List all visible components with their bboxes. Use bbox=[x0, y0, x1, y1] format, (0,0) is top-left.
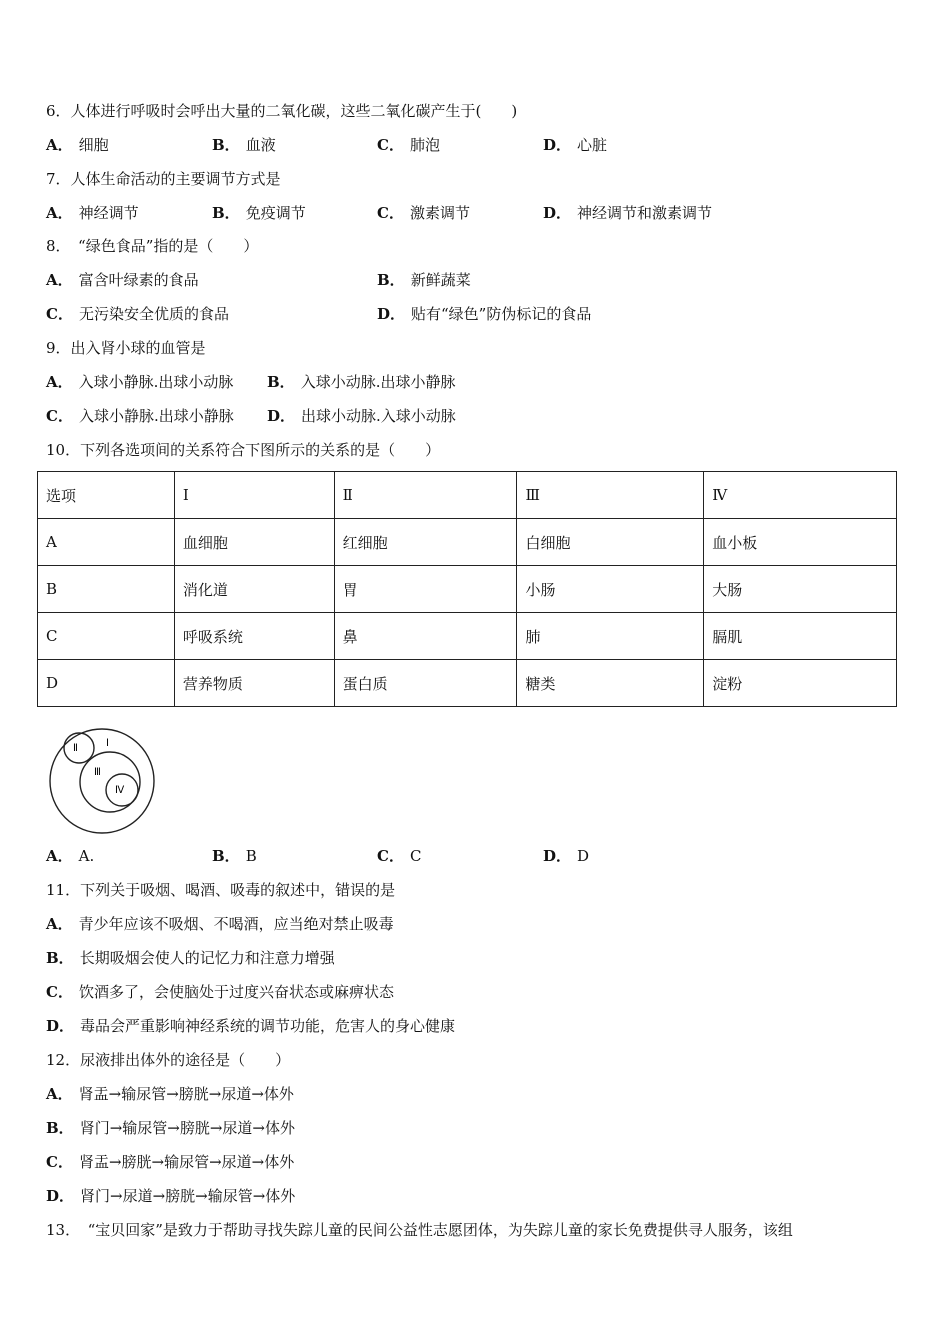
q11-option-a: A． 青少年应该不吸烟、不喝酒，应当绝对禁止吸毒 bbox=[46, 915, 394, 933]
q7-option-a: A． 神经调节 bbox=[46, 204, 139, 222]
q6-option-a: A． 细胞 bbox=[46, 136, 109, 154]
q6-option-d: D． 心脏 bbox=[543, 136, 608, 154]
venn-diagram bbox=[46, 725, 158, 837]
table-row bbox=[38, 519, 897, 566]
table-header-cell: Ⅳ bbox=[704, 472, 897, 519]
q7-option-c: C． 激素调节 bbox=[377, 204, 470, 222]
table-row bbox=[38, 613, 897, 660]
table-cell: 营养物质 bbox=[174, 660, 334, 707]
q11-option-d: D． 毒品会严重影响神经系统的调节功能，危害人的身心健康 bbox=[46, 1017, 456, 1035]
q9-option-c: C． 入球小静脉.出球小静脉 bbox=[46, 407, 234, 425]
q9-option-d: D． 出球小动脉.入球小动脉 bbox=[267, 407, 456, 425]
question-12-stem: 12．尿液排出体外的途径是（ ） bbox=[46, 1051, 291, 1069]
table-cell: 膈肌 bbox=[704, 613, 897, 660]
question-11-stem: 11．下列关于吸烟、喝酒、吸毒的叙述中，错误的是 bbox=[46, 881, 396, 899]
question-13-stem: 13． “宝贝回家”是致力于帮助寻找失踪儿童的民间公益性志愿团体，为失踪儿童的家长免费提供寻人服务，该组 bbox=[46, 1221, 793, 1239]
q8-option-b: B． 新鲜蔬菜 bbox=[377, 271, 471, 289]
q11-option-c: C． 饮酒多了，会使脑处于过度兴奋状态或麻痹状态 bbox=[46, 983, 394, 1001]
table-cell: D bbox=[38, 660, 175, 707]
table-cell: 肺 bbox=[517, 613, 704, 660]
q8-option-a: A． 富含叶绿素的食品 bbox=[46, 271, 199, 289]
q9-option-b: B． 入球小动脉.出球小静脉 bbox=[267, 373, 456, 391]
table-header-cell: Ⅲ bbox=[517, 472, 704, 519]
table-header-cell: Ⅰ bbox=[174, 472, 334, 519]
table-cell: 蛋白质 bbox=[334, 660, 517, 707]
table-cell: 淀粉 bbox=[704, 660, 897, 707]
table-cell: A bbox=[38, 519, 175, 566]
q12-option-c: C． 肾盂→膀胱→输尿管→尿道→体外 bbox=[46, 1153, 295, 1171]
q8-option-c: C． 无污染安全优质的食品 bbox=[46, 305, 229, 323]
table-cell: 大肠 bbox=[704, 566, 897, 613]
q10-option-a: A． A. bbox=[46, 847, 95, 865]
question-6-stem: 6．人体进行呼吸时会呼出大量的二氧化碳，这些二氧化碳产生于( ) bbox=[46, 102, 518, 120]
q6-option-b: B． 血液 bbox=[212, 136, 276, 154]
table-row bbox=[38, 660, 897, 707]
venn-circle-outer bbox=[50, 729, 154, 833]
venn-label-1: Ⅰ bbox=[106, 738, 109, 749]
q9-option-a: A． 入球小静脉.出球小动脉 bbox=[46, 373, 234, 391]
table-cell: 红细胞 bbox=[334, 519, 517, 566]
table-cell: 鼻 bbox=[334, 613, 517, 660]
q8-option-d: D． 贴有“绿色”防伪标记的食品 bbox=[377, 305, 592, 323]
table-cell: 糖类 bbox=[517, 660, 704, 707]
table-cell: 胃 bbox=[334, 566, 517, 613]
q10-option-d: D． D bbox=[543, 847, 590, 865]
question-10-stem: 10．下列各选项间的关系符合下图所示的关系的是（ ） bbox=[46, 441, 441, 459]
q12-option-a: A． 肾盂→输尿管→膀胱→尿道→体外 bbox=[46, 1085, 294, 1103]
q12-option-d: D． 肾门→尿道→膀胱→输尿管→体外 bbox=[46, 1187, 296, 1205]
q11-option-b: B． 长期吸烟会使人的记忆力和注意力增强 bbox=[46, 949, 335, 967]
q10-option-b: B． B bbox=[212, 847, 257, 865]
table-header-cell: Ⅱ bbox=[334, 472, 517, 519]
table-cell: C bbox=[38, 613, 175, 660]
q7-option-d: D． 神经调节和激素调节 bbox=[543, 204, 713, 222]
question-7-stem: 7．人体生命活动的主要调节方式是 bbox=[46, 170, 281, 188]
table-cell: 消化道 bbox=[174, 566, 334, 613]
question-9-stem: 9．出入肾小球的血管是 bbox=[46, 339, 206, 357]
table-cell: 血细胞 bbox=[174, 519, 334, 566]
table-cell: 白细胞 bbox=[517, 519, 704, 566]
venn-label-4: Ⅳ bbox=[115, 785, 125, 796]
q10-options-table bbox=[37, 471, 897, 707]
table-cell: B bbox=[38, 566, 175, 613]
q10-option-c: C． C bbox=[377, 847, 422, 865]
table-cell: 呼吸系统 bbox=[174, 613, 334, 660]
q12-option-b: B． 肾门→输尿管→膀胱→尿道→体外 bbox=[46, 1119, 295, 1137]
question-8-stem: 8． “绿色食品”指的是（ ） bbox=[46, 237, 259, 255]
venn-label-3: Ⅲ bbox=[94, 767, 101, 778]
q7-option-b: B． 免疫调节 bbox=[212, 204, 306, 222]
venn-circle-small-left bbox=[64, 733, 94, 763]
table-header-cell: 选项 bbox=[38, 472, 175, 519]
table-cell: 血小板 bbox=[704, 519, 897, 566]
table-header-row bbox=[38, 472, 897, 519]
q6-option-c: C． 肺泡 bbox=[377, 136, 440, 154]
table-row bbox=[38, 566, 897, 613]
table-cell: 小肠 bbox=[517, 566, 704, 613]
venn-label-2: Ⅱ bbox=[73, 743, 78, 754]
